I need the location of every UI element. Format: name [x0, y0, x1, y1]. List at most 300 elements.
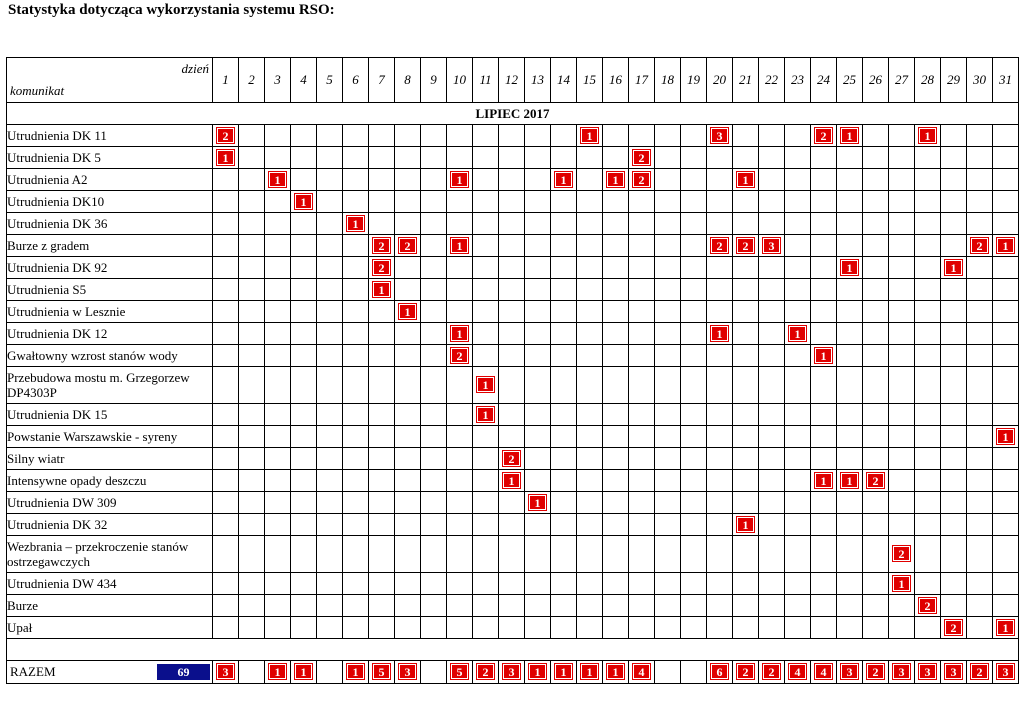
day-header: 10 [447, 58, 473, 103]
day-header: 12 [499, 58, 525, 103]
day-cell [681, 301, 707, 323]
message-type-label: Burze z gradem [7, 235, 213, 257]
day-cell [369, 448, 395, 470]
day-cell [733, 536, 759, 573]
day-cell [213, 279, 239, 301]
day-cell [837, 279, 863, 301]
day-cell [863, 595, 889, 617]
table-row [7, 470, 1019, 492]
day-header: 15 [577, 58, 603, 103]
day-cell [213, 191, 239, 213]
table-row [7, 257, 1019, 279]
day-cell [395, 514, 421, 536]
day-cell [577, 301, 603, 323]
day-cell [707, 147, 733, 169]
day-cell [473, 125, 499, 147]
day-cell [655, 257, 681, 279]
day-header: 24 [811, 58, 837, 103]
day-cell [447, 235, 473, 257]
day-cell [733, 470, 759, 492]
day-cell [239, 257, 265, 279]
day-cell [863, 279, 889, 301]
day-cell [811, 257, 837, 279]
day-cell [655, 301, 681, 323]
day-cell [759, 573, 785, 595]
day-cell [837, 595, 863, 617]
day-cell [265, 169, 291, 191]
day-cell [785, 301, 811, 323]
day-cell [863, 323, 889, 345]
day-cell [499, 470, 525, 492]
day-cell [603, 367, 629, 404]
day-cell [239, 191, 265, 213]
day-cell [863, 169, 889, 191]
day-cell [369, 213, 395, 235]
day-cell [603, 573, 629, 595]
day-cell [239, 169, 265, 191]
table-row [7, 404, 1019, 426]
day-cell [889, 426, 915, 448]
day-cell [941, 279, 967, 301]
count-badge: 4 [633, 664, 650, 679]
day-cell [681, 492, 707, 514]
day-cell [681, 169, 707, 191]
day-cell [603, 125, 629, 147]
day-cell [395, 169, 421, 191]
day-cell [213, 169, 239, 191]
day-cell [317, 125, 343, 147]
day-cell [499, 301, 525, 323]
day-cell [811, 426, 837, 448]
table-row [7, 147, 1019, 169]
day-cell [213, 147, 239, 169]
day-cell [785, 125, 811, 147]
day-cell [421, 595, 447, 617]
day-cell [785, 235, 811, 257]
table-row [7, 323, 1019, 345]
day-cell [577, 536, 603, 573]
day-cell [993, 125, 1019, 147]
day-header: 16 [603, 58, 629, 103]
day-cell [603, 514, 629, 536]
day-cell [265, 426, 291, 448]
day-header: 14 [551, 58, 577, 103]
table-row [7, 426, 1019, 448]
day-cell [733, 213, 759, 235]
day-cell [473, 448, 499, 470]
day-cell [941, 573, 967, 595]
day-cell [343, 426, 369, 448]
day-cell [551, 125, 577, 147]
day-cell [213, 345, 239, 367]
day-cell [915, 191, 941, 213]
day-cell [889, 257, 915, 279]
day-cell [837, 213, 863, 235]
day-cell [681, 279, 707, 301]
day-cell [239, 323, 265, 345]
day-cell [837, 169, 863, 191]
day-cell [369, 125, 395, 147]
day-cell [863, 147, 889, 169]
day-cell [837, 514, 863, 536]
day-cell [707, 404, 733, 426]
day-header: 1 [213, 58, 239, 103]
day-cell [473, 367, 499, 404]
day-cell [941, 257, 967, 279]
message-type-label: Utrudnienia DK 36 [7, 213, 213, 235]
day-cell [811, 345, 837, 367]
day-cell [239, 345, 265, 367]
day-cell [759, 367, 785, 404]
count-badge: 1 [581, 128, 598, 143]
day-cell [499, 235, 525, 257]
day-total-cell [993, 661, 1019, 684]
day-cell [551, 595, 577, 617]
day-header: 26 [863, 58, 889, 103]
day-cell [941, 125, 967, 147]
day-cell [915, 514, 941, 536]
day-cell [239, 617, 265, 639]
day-cell [863, 301, 889, 323]
day-cell [395, 125, 421, 147]
day-cell [707, 367, 733, 404]
day-cell [447, 470, 473, 492]
day-cell [941, 470, 967, 492]
day-cell [863, 125, 889, 147]
day-total-cell [655, 661, 681, 684]
day-cell [603, 448, 629, 470]
message-type-label: Utrudnienia DK 12 [7, 323, 213, 345]
count-badge: 1 [919, 128, 936, 143]
day-cell [213, 125, 239, 147]
message-type-label: Burze [7, 595, 213, 617]
day-cell [499, 125, 525, 147]
day-cell [759, 345, 785, 367]
day-cell [291, 448, 317, 470]
day-cell [343, 404, 369, 426]
page-title: Statystyka dotycząca wykorzystania systemu RSO: [8, 2, 335, 18]
day-cell [369, 404, 395, 426]
day-cell [785, 514, 811, 536]
day-cell [889, 404, 915, 426]
day-total-cell [369, 661, 395, 684]
day-cell [343, 213, 369, 235]
count-badge: 2 [373, 238, 390, 253]
day-cell [499, 147, 525, 169]
day-cell [681, 345, 707, 367]
day-cell [421, 191, 447, 213]
message-type-label: Przebudowa mostu m. Grzegorzew DP4303P [7, 367, 213, 404]
day-cell [395, 147, 421, 169]
day-cell [837, 426, 863, 448]
day-cell [863, 191, 889, 213]
day-cell [655, 213, 681, 235]
count-badge: 2 [945, 620, 962, 635]
day-cell [239, 492, 265, 514]
day-cell [473, 404, 499, 426]
day-cell [837, 125, 863, 147]
day-cell [863, 514, 889, 536]
count-badge: 3 [841, 664, 858, 679]
day-header: 11 [473, 58, 499, 103]
day-cell [785, 345, 811, 367]
day-cell [629, 279, 655, 301]
day-cell [317, 536, 343, 573]
day-total-cell [577, 661, 603, 684]
day-cell [967, 345, 993, 367]
day-cell [239, 367, 265, 404]
day-cell [967, 169, 993, 191]
count-badge: 2 [633, 150, 650, 165]
count-badge: 1 [269, 664, 286, 679]
day-cell [863, 426, 889, 448]
day-cell [239, 125, 265, 147]
day-header: 4 [291, 58, 317, 103]
day-header: 21 [733, 58, 759, 103]
day-cell [525, 345, 551, 367]
day-cell [343, 191, 369, 213]
count-badge: 2 [737, 238, 754, 253]
count-badge: 1 [581, 664, 598, 679]
day-cell [993, 323, 1019, 345]
day-cell [343, 169, 369, 191]
day-cell [733, 323, 759, 345]
count-badge: 1 [477, 377, 494, 392]
day-cell [837, 404, 863, 426]
day-cell [863, 235, 889, 257]
day-cell [681, 147, 707, 169]
day-cell [525, 404, 551, 426]
day-cell [421, 301, 447, 323]
day-cell [629, 147, 655, 169]
day-cell [291, 257, 317, 279]
table-row [7, 191, 1019, 213]
day-cell [941, 595, 967, 617]
day-cell [655, 125, 681, 147]
count-badge: 2 [477, 664, 494, 679]
count-badge: 2 [971, 664, 988, 679]
day-cell [681, 448, 707, 470]
day-cell [915, 573, 941, 595]
day-cell [941, 301, 967, 323]
day-cell [473, 213, 499, 235]
day-header: 9 [421, 58, 447, 103]
day-cell [473, 426, 499, 448]
day-cell [915, 617, 941, 639]
day-cell [265, 323, 291, 345]
message-type-label: Powstanie Warszawskie - syreny [7, 426, 213, 448]
day-cell [837, 323, 863, 345]
day-cell [265, 301, 291, 323]
day-cell [889, 125, 915, 147]
day-cell [655, 492, 681, 514]
day-cell [629, 301, 655, 323]
count-badge: 1 [347, 664, 364, 679]
day-cell [785, 426, 811, 448]
day-cell [733, 426, 759, 448]
day-cell [733, 169, 759, 191]
count-badge: 1 [997, 238, 1014, 253]
day-cell [447, 257, 473, 279]
count-badge: 2 [711, 238, 728, 253]
day-cell [551, 279, 577, 301]
day-cell [655, 514, 681, 536]
day-cell [213, 536, 239, 573]
day-cell [811, 617, 837, 639]
day-cell [369, 573, 395, 595]
day-cell [551, 323, 577, 345]
day-cell [213, 573, 239, 595]
table-row [7, 345, 1019, 367]
day-cell [395, 426, 421, 448]
day-cell [603, 301, 629, 323]
day-cell [655, 235, 681, 257]
count-badge: 1 [477, 407, 494, 422]
day-cell [369, 536, 395, 573]
day-cell [967, 147, 993, 169]
day-cell [915, 595, 941, 617]
day-cell [967, 191, 993, 213]
day-cell [421, 235, 447, 257]
day-cell [369, 169, 395, 191]
day-cell [837, 345, 863, 367]
day-cell [733, 514, 759, 536]
count-badge: 2 [971, 238, 988, 253]
day-cell [811, 323, 837, 345]
day-cell [655, 323, 681, 345]
day-cell [733, 125, 759, 147]
count-badge: 3 [893, 664, 910, 679]
count-badge: 1 [529, 495, 546, 510]
count-badge: 1 [841, 128, 858, 143]
month-row [7, 103, 1019, 125]
count-badge: 3 [997, 664, 1014, 679]
day-cell [889, 514, 915, 536]
day-cell [473, 573, 499, 595]
count-badge: 1 [555, 664, 572, 679]
day-cell [863, 404, 889, 426]
day-cell [837, 367, 863, 404]
day-cell [993, 536, 1019, 573]
day-cell [239, 448, 265, 470]
day-cell [525, 301, 551, 323]
day-cell [369, 323, 395, 345]
day-cell [395, 573, 421, 595]
day-cell [239, 279, 265, 301]
day-cell [993, 367, 1019, 404]
day-cell [395, 492, 421, 514]
day-cell [655, 404, 681, 426]
day-cell [317, 617, 343, 639]
day-cell [447, 279, 473, 301]
day-cell [655, 573, 681, 595]
day-cell [655, 617, 681, 639]
day-cell [603, 345, 629, 367]
day-cell [681, 213, 707, 235]
day-cell [681, 257, 707, 279]
day-cell [291, 595, 317, 617]
count-badge: 4 [789, 664, 806, 679]
day-cell [993, 595, 1019, 617]
day-cell [863, 448, 889, 470]
day-cell [395, 470, 421, 492]
day-cell [603, 257, 629, 279]
day-cell [759, 235, 785, 257]
day-cell [265, 257, 291, 279]
count-badge: 1 [503, 473, 520, 488]
day-cell [629, 125, 655, 147]
day-cell [707, 426, 733, 448]
day-cell [291, 147, 317, 169]
day-cell [837, 301, 863, 323]
day-cell [551, 169, 577, 191]
day-cell [785, 367, 811, 404]
day-cell [863, 367, 889, 404]
day-cell [655, 536, 681, 573]
day-cell [629, 345, 655, 367]
day-cell [785, 448, 811, 470]
day-cell [603, 470, 629, 492]
day-cell [343, 323, 369, 345]
table-row [7, 536, 1019, 573]
day-cell [421, 169, 447, 191]
day-cell [785, 404, 811, 426]
message-type-label: Utrudnienia DK 5 [7, 147, 213, 169]
day-cell [239, 595, 265, 617]
message-type-label: Wezbrania – przekroczenie stanów ostrzegawczych [7, 536, 213, 573]
day-cell [421, 448, 447, 470]
day-cell [265, 147, 291, 169]
day-cell [421, 279, 447, 301]
day-cell [993, 147, 1019, 169]
day-cell [915, 426, 941, 448]
day-cell [343, 514, 369, 536]
day-cell [941, 345, 967, 367]
day-cell [707, 470, 733, 492]
day-cell [837, 448, 863, 470]
day-cell [395, 345, 421, 367]
day-header: 19 [681, 58, 707, 103]
day-cell [993, 448, 1019, 470]
day-cell [629, 426, 655, 448]
day-cell [551, 536, 577, 573]
day-total-cell [707, 661, 733, 684]
count-badge: 2 [451, 348, 468, 363]
day-cell [447, 595, 473, 617]
day-cell [993, 301, 1019, 323]
corner-header [7, 58, 213, 103]
day-cell [707, 514, 733, 536]
day-cell [369, 367, 395, 404]
day-cell [577, 404, 603, 426]
day-cell [759, 257, 785, 279]
day-cell [265, 617, 291, 639]
day-cell [421, 536, 447, 573]
day-cell [603, 169, 629, 191]
day-cell [629, 213, 655, 235]
totals-label: RAZEM [10, 664, 56, 679]
message-type-label: Utrudnienia DK 92 [7, 257, 213, 279]
day-cell [213, 470, 239, 492]
day-cell [551, 235, 577, 257]
day-cell [525, 367, 551, 404]
day-cell [967, 573, 993, 595]
day-cell [863, 536, 889, 573]
day-header: 31 [993, 58, 1019, 103]
day-cell [473, 191, 499, 213]
day-cell [577, 573, 603, 595]
day-cell [707, 595, 733, 617]
